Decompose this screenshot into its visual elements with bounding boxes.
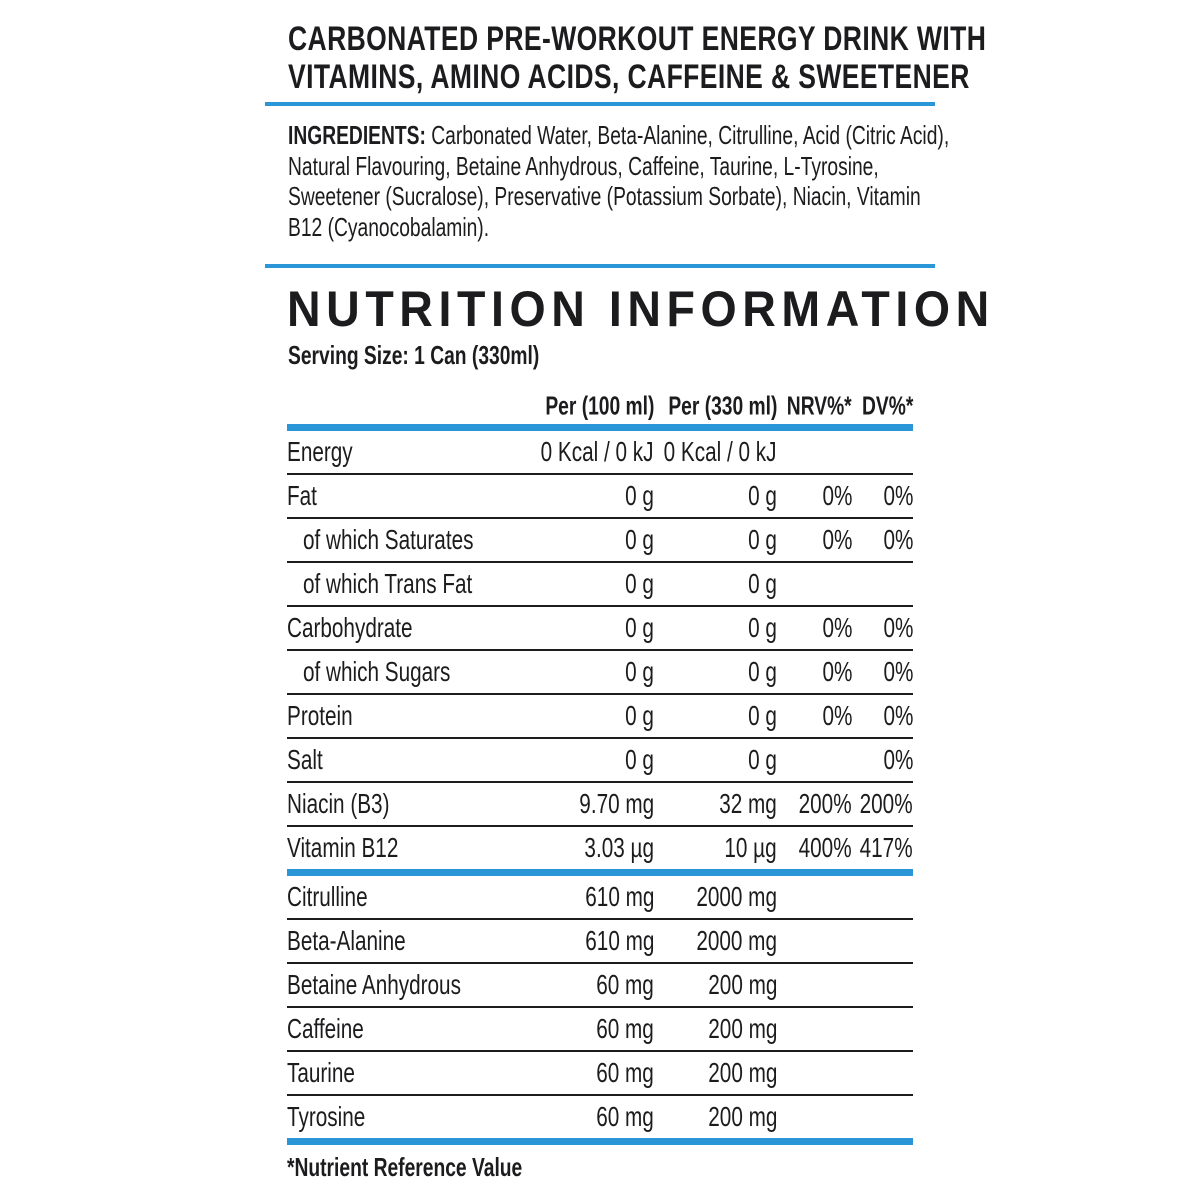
cell-p100: 0 g (625, 744, 654, 775)
header-per-100ml: Per (100 ml) (544, 390, 654, 421)
cell-p100: 0 g (625, 524, 654, 555)
cell-name: Salt (287, 744, 323, 775)
cell-p100: 60 mg (596, 1057, 654, 1088)
product-description (288, 20, 987, 96)
cell-dv: 0% (883, 744, 913, 775)
cell-p330: 200 mg (707, 1101, 777, 1132)
cell-name: Tyrosine (287, 1101, 366, 1132)
cell-p330: 200 mg (707, 1057, 777, 1088)
cell-dv: 0% (883, 480, 913, 511)
cell-p330: 200 mg (707, 969, 777, 1000)
ingredients-line-1 (288, 120, 950, 151)
table-row (287, 475, 913, 519)
cell-p100: 610 mg (584, 881, 654, 912)
cell-name: of which Trans Fat (303, 568, 473, 599)
cell-p330: 10 µg (724, 832, 777, 863)
cell-name: Taurine (287, 1057, 355, 1088)
cell-name: Energy (287, 436, 353, 467)
cell-name: Niacin (B3) (287, 788, 390, 819)
cell-nrv: 200% (798, 788, 852, 819)
table-row (287, 739, 913, 783)
nutrition-table (287, 388, 913, 1145)
table-row (287, 651, 913, 695)
cell-p330: 200 mg (707, 1013, 777, 1044)
table-row (287, 1096, 913, 1138)
ingredients-block (288, 120, 950, 242)
cell-p330: 0 g (748, 524, 777, 555)
cell-name: Citrulline (287, 881, 368, 912)
cell-name: Caffeine (287, 1013, 364, 1044)
active-rows (287, 876, 913, 1138)
table-row (287, 695, 913, 739)
cell-name: Protein (287, 700, 353, 731)
cell-p100: 0 Kcal / 0 kJ (541, 436, 654, 467)
ingredients-line-4: B12 (Cyanocobalamin). (288, 211, 490, 242)
cell-p330: 0 g (748, 656, 777, 687)
cell-nrv: 0% (822, 656, 852, 687)
cell-p330: 0 g (748, 612, 777, 643)
ingredients-line-2: Natural Flavouring, Betaine Anhydrous, Caffeine, Taurine, L-Tyrosine, (288, 150, 879, 181)
nutrient-rows (287, 431, 913, 869)
table-row (287, 964, 913, 1008)
table-header-bar (287, 424, 913, 431)
cell-name: of which Sugars (303, 656, 451, 687)
cell-name: Betaine Anhydrous (287, 969, 461, 1000)
cell-name: Beta-Alanine (287, 925, 406, 956)
product-description-line-1: CARBONATED PRE-WORKOUT ENERGY DRINK WITH (288, 20, 987, 58)
cell-p330: 2000 mg (696, 925, 777, 956)
cell-p330: 32 mg (719, 788, 777, 819)
cell-p100: 60 mg (596, 969, 654, 1000)
cell-p100: 60 mg (596, 1013, 654, 1044)
product-description-line-2: VITAMINS, AMINO ACIDS, CAFFEINE & SWEETENER (288, 58, 970, 96)
header-per-330ml: Per (330 ml) (667, 390, 777, 421)
divider-middle (265, 264, 935, 268)
cell-name: of which Saturates (303, 524, 474, 555)
cell-name: Vitamin B12 (287, 832, 399, 863)
table-row (287, 563, 913, 607)
table-row (287, 827, 913, 869)
cell-p100: 610 mg (584, 925, 654, 956)
cell-p330: 0 g (748, 480, 777, 511)
header-nrv: NRV%* (787, 390, 852, 421)
table-row (287, 1052, 913, 1096)
table-row (287, 876, 913, 920)
cell-dv: 0% (883, 612, 913, 643)
cell-nrv: 0% (822, 612, 852, 643)
cell-dv: 0% (883, 700, 913, 731)
table-bottom-bar (287, 1138, 913, 1145)
ingredients-line-3: Sweetener (Sucralose), Preservative (Potassium Sorbate), Niacin, Vitamin (288, 181, 921, 211)
table-row (287, 783, 913, 827)
ingredients-text-1: Carbonated Water, Beta-Alanine, Citrulline, Acid (Citric Acid), (425, 120, 950, 150)
cell-p330: 2000 mg (696, 881, 777, 912)
nutrition-title: NUTRITION INFORMATION (287, 281, 995, 337)
cell-p100: 0 g (625, 612, 654, 643)
cell-p100: 9.70 mg (579, 788, 654, 819)
cell-name: Carbohydrate (287, 612, 413, 643)
cell-p100: 0 g (625, 480, 654, 511)
cell-nrv: 400% (798, 832, 852, 863)
ingredients-label: INGREDIENTS: (288, 120, 426, 150)
table-row (287, 431, 913, 475)
table-header (287, 388, 913, 424)
cell-p330: 0 Kcal / 0 kJ (664, 436, 777, 467)
cell-dv: 200% (859, 788, 913, 819)
table-row (287, 920, 913, 964)
cell-p100: 0 g (625, 656, 654, 687)
table-row (287, 519, 913, 563)
divider-top (265, 102, 935, 106)
cell-dv: 0% (883, 524, 913, 555)
cell-p330: 0 g (748, 700, 777, 731)
nutrition-label (265, 0, 995, 1200)
cell-nrv: 0% (822, 480, 852, 511)
table-row (287, 1008, 913, 1052)
footnote: *Nutrient Reference Value (287, 1152, 523, 1182)
cell-p100: 0 g (625, 568, 654, 599)
cell-p330: 0 g (748, 568, 777, 599)
cell-p100: 60 mg (596, 1101, 654, 1132)
table-row (287, 607, 913, 651)
cell-nrv: 0% (822, 700, 852, 731)
cell-dv: 0% (883, 656, 913, 687)
cell-p330: 0 g (748, 744, 777, 775)
table-mid-bar (287, 869, 913, 876)
serving-size: Serving Size: 1 Can (330ml) (288, 340, 540, 370)
cell-p100: 3.03 µg (584, 832, 654, 863)
cell-name: Fat (287, 480, 317, 511)
cell-p100: 0 g (625, 700, 654, 731)
cell-nrv: 0% (822, 524, 852, 555)
header-dv: DV%* (861, 390, 913, 421)
cell-dv: 417% (859, 832, 913, 863)
